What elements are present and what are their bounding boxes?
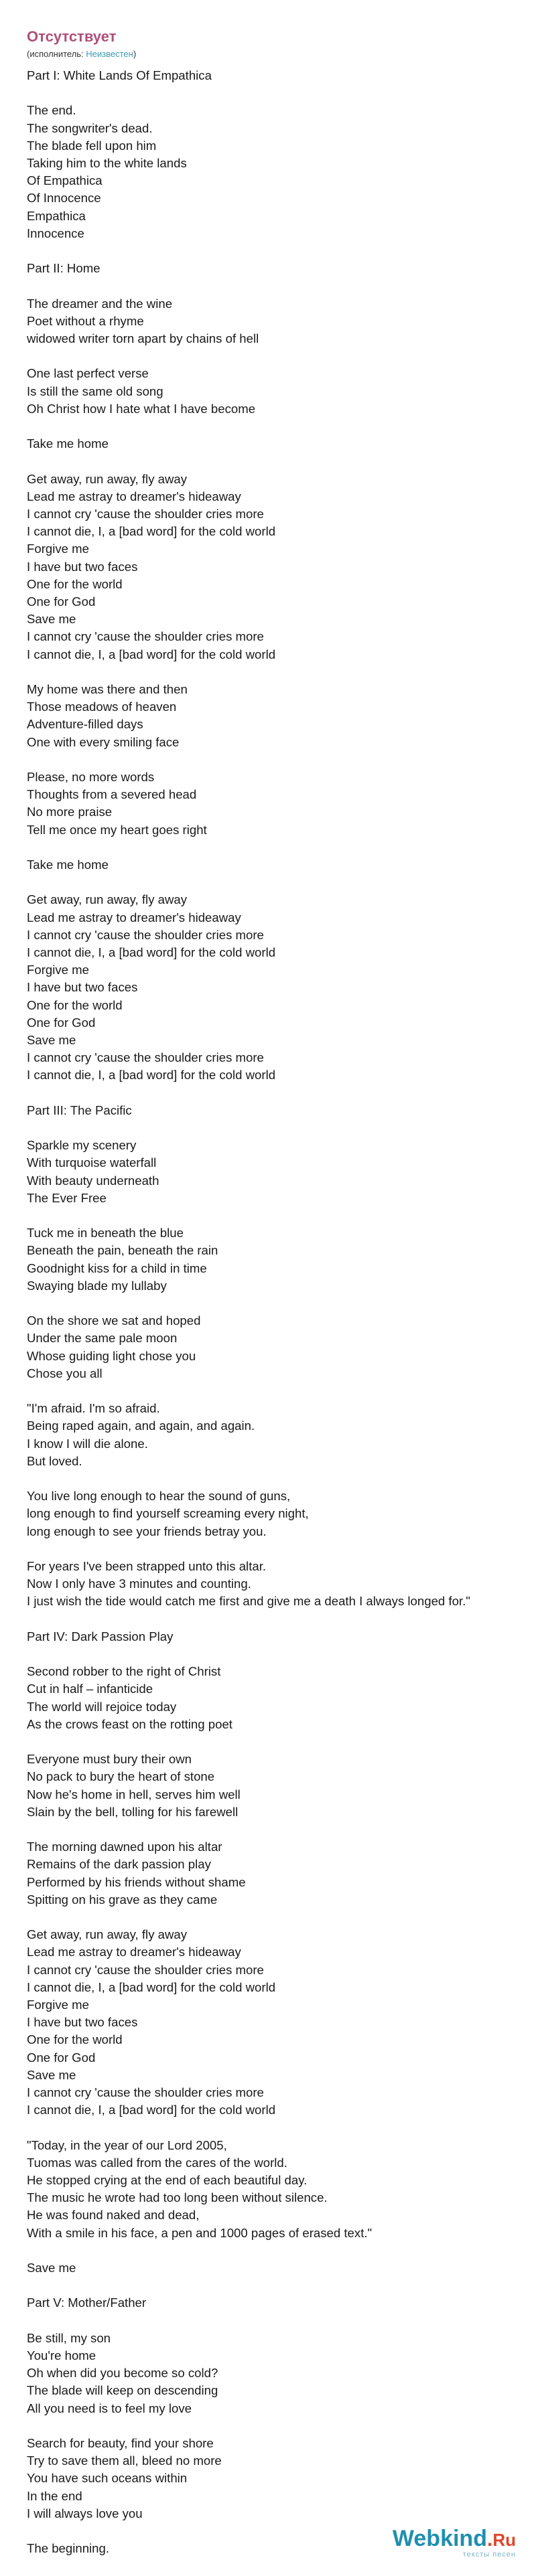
lyrics-line: Beneath the pain, beneath the rain <box>27 1243 218 1258</box>
lyrics-line: Forgive me <box>27 963 89 977</box>
lyrics-line: Get away, run away, fly away <box>27 892 188 907</box>
lyrics-line: Lead me astray to dreamer's hideaway <box>27 489 241 503</box>
logo-ru-text: Ru <box>492 2530 516 2550</box>
lyrics-line: Save me <box>27 612 76 627</box>
lyrics-stanza <box>27 1102 509 1119</box>
lyrics-line: The songwriter's dead. <box>27 120 153 135</box>
lyrics-stanza <box>27 1838 509 1909</box>
lyrics-line: Lead me astray to dreamer's hideaway <box>27 1945 241 1959</box>
lyrics-line: I just wish the tide would catch me first and give me a death I always longed for." <box>27 1594 470 1609</box>
lyrics-line: No pack to bury the heart of stone <box>27 1769 215 1784</box>
lyrics-line: With beauty underneath <box>27 1173 159 1188</box>
lyrics-line: Tell me once my heart goes right <box>27 822 207 837</box>
lyrics-line: No more praise <box>27 805 113 819</box>
logo-tagline: тексты песен <box>462 2551 516 2559</box>
lyrics-line: Of Empathica <box>27 173 103 188</box>
lyrics-stanza <box>27 102 509 242</box>
lyrics-line: "Today, in the year of our Lord 2005, <box>27 2138 227 2152</box>
lyrics-line: Taking him to the white lands <box>27 156 187 170</box>
lyrics-line: Slain by the bell, tolling for his farewell <box>27 1804 239 1819</box>
lyrics-line: I cannot cry 'cause the shoulder cries more <box>27 506 264 521</box>
lyrics-stanza <box>27 2435 509 2522</box>
lyrics-line: Part V: Mother/Father <box>27 2296 147 2310</box>
lyrics-stanza <box>27 1312 509 1382</box>
lyrics-line: widowed writer torn apart by chains of hell <box>27 331 259 345</box>
lyrics-line: I cannot die, I, a [bad word] for the cold world <box>27 524 276 539</box>
lyrics-stanza <box>27 681 509 751</box>
lyrics-line: Oh when did you become so cold? <box>27 2366 218 2381</box>
lyrics-line: "I'm afraid. I'm so afraid. <box>27 1401 160 1416</box>
lyrics-line: Save me <box>27 2261 76 2275</box>
lyrics-line: I cannot cry 'cause the shoulder cries more <box>27 2085 264 2100</box>
song-title: Отсутствует <box>27 28 117 45</box>
lyrics-stanza <box>27 2137 509 2242</box>
lyrics-line: I have but two faces <box>27 2015 138 2030</box>
lyrics-line: One last perfect verse <box>27 366 149 381</box>
lyrics-stanza <box>27 1558 509 1611</box>
lyrics-line: Thoughts from a severed head <box>27 787 197 802</box>
lyrics-line: Forgive me <box>27 542 89 556</box>
lyrics-line: I cannot die, I, a [bad word] for the cold world <box>27 647 276 661</box>
lyrics-stanza <box>27 769 509 839</box>
performer-prefix: (исполнитель: <box>27 49 86 59</box>
lyrics-line: With turquoise waterfall <box>27 1155 157 1170</box>
lyrics-line: Empathica <box>27 208 86 223</box>
lyrics-stanza <box>27 1224 509 1295</box>
lyrics-line: One for the world <box>27 576 123 591</box>
lyrics-line: Everyone must bury their own <box>27 1752 192 1767</box>
lyrics-stanza <box>27 67 509 84</box>
lyrics-line: long enough to find yourself screaming every night, <box>27 1506 309 1521</box>
lyrics-line: The morning dawned upon his altar <box>27 1840 222 1854</box>
lyrics-line: Part III: The Pacific <box>27 1103 132 1117</box>
lyrics-line: The music he wrote had too long been without silence. <box>27 2190 328 2205</box>
lyrics-line: Whose guiding light chose you <box>27 1348 196 1363</box>
lyrics-line: Oh Christ how I hate what I have become <box>27 401 256 416</box>
lyrics-line: Now he's home in hell, serves him well <box>27 1787 241 1801</box>
lyrics-line: The Ever Free <box>27 1190 107 1205</box>
lyrics-line: Lead me astray to dreamer's hideaway <box>27 910 241 924</box>
lyrics-line: One for God <box>27 1015 96 1030</box>
lyrics-line: Adventure-filled days <box>27 717 143 732</box>
lyrics-line: One with every smiling face <box>27 734 180 749</box>
lyrics-line: I cannot die, I, a [bad word] for the cold world <box>27 2103 276 2117</box>
logo-web-text: Web <box>392 2526 441 2551</box>
lyrics-line: One for the world <box>27 2032 123 2047</box>
lyrics-line: Innocence <box>27 226 84 240</box>
lyrics-line: Those meadows of heaven <box>27 700 177 714</box>
song-header <box>27 27 136 60</box>
lyrics-line: Second robber to the right of Christ <box>27 1664 221 1679</box>
lyrics-line: You're home <box>27 2348 96 2362</box>
lyrics-line: Tuck me in beneath the blue <box>27 1226 184 1240</box>
lyrics-line: I have but two faces <box>27 980 138 995</box>
lyrics-stanza <box>27 1663 509 1733</box>
lyrics-line: I cannot cry 'cause the shoulder cries more <box>27 1050 264 1065</box>
lyrics-line: One for the world <box>27 997 123 1012</box>
lyrics-line: long enough to see your friends betray you. <box>27 1524 267 1538</box>
lyrics-line: I cannot cry 'cause the shoulder cries more <box>27 1962 264 1977</box>
lyrics-line: On the shore we sat and hoped <box>27 1313 201 1328</box>
lyrics-stanza <box>27 1487 509 1540</box>
lyrics-line: Try to save them all, bleed no more <box>27 2453 222 2468</box>
lyrics-line: Cut in half – infanticide <box>27 1682 153 1696</box>
lyrics-line: I know I will die alone. <box>27 1436 148 1451</box>
lyrics-line: Being raped again, and again, and again. <box>27 1419 255 1433</box>
performer-link[interactable]: Неизвестен <box>86 49 133 59</box>
lyrics-line: Part IV: Dark Passion Play <box>27 1629 174 1643</box>
lyrics-stanza <box>27 2330 509 2417</box>
lyrics-line: Be still, my son <box>27 2330 111 2345</box>
webkind-logo[interactable] <box>393 2527 516 2559</box>
lyrics-line: Get away, run away, fly away <box>27 1927 188 1942</box>
lyrics-line: Swaying blade my lullaby <box>27 1278 167 1293</box>
lyrics-line: Chose you all <box>27 1366 103 1380</box>
lyrics-line: Save me <box>27 2067 76 2082</box>
lyrics-stanza <box>27 471 509 663</box>
lyrics-line: Please, no more words <box>27 770 155 784</box>
lyrics-line: Tuomas was called from the cares of the world. <box>27 2155 287 2170</box>
lyrics-line: The end. <box>27 103 76 118</box>
lyrics-line: Part II: Home <box>27 261 100 276</box>
lyrics-line: Poet without a rhyme <box>27 313 144 328</box>
lyrics-stanza <box>27 2294 509 2312</box>
lyrics-line: As the crows feast on the rotting poet <box>27 1716 232 1731</box>
lyrics-line: I cannot cry 'cause the shoulder cries more <box>27 927 264 942</box>
lyrics-stanza <box>27 1926 509 2119</box>
lyrics-line: Of Innocence <box>27 191 101 206</box>
lyrics-line: Remains of the dark passion play <box>27 1857 211 1872</box>
lyrics-stanza <box>27 435 509 453</box>
performer-line <box>27 48 136 60</box>
lyrics-stanza <box>27 2259 509 2277</box>
lyrics-stanza <box>27 1137 509 1207</box>
performer-suffix: ) <box>133 49 137 59</box>
lyrics-line: Forgive me <box>27 1998 89 2012</box>
lyrics-stanza <box>27 260 509 277</box>
lyrics-line: All you need is to feel my love <box>27 2401 192 2415</box>
lyrics-line: Take me home <box>27 436 109 451</box>
lyrics-line: Is still the same old song <box>27 384 163 398</box>
lyrics-line: Save me <box>27 1033 76 1048</box>
lyrics-line: I have but two faces <box>27 559 138 574</box>
lyrics-line: Under the same pale moon <box>27 1331 178 1346</box>
lyrics-line: Get away, run away, fly away <box>27 471 188 486</box>
lyrics-line: You have such oceans within <box>27 2471 188 2486</box>
lyrics-line: Goodnight kiss for a child in time <box>27 1261 207 1275</box>
lyrics-stanza <box>27 1400 509 1470</box>
lyrics-line: I cannot die, I, a [bad word] for the cold world <box>27 945 276 959</box>
lyrics-line: He was found naked and dead, <box>27 2208 200 2223</box>
lyrics-stanza <box>27 365 509 418</box>
lyrics-line: One for God <box>27 594 96 609</box>
lyrics-line: The blade fell upon him <box>27 138 157 153</box>
lyrics-stanza <box>27 891 509 1084</box>
lyrics-line: The world will rejoice today <box>27 1699 177 1714</box>
lyrics-stanza <box>27 1628 509 1645</box>
lyrics-line: I cannot die, I, a [bad word] for the cold world <box>27 1980 276 1994</box>
lyrics-line: Sparkle my scenery <box>27 1138 137 1153</box>
lyrics-line: Spitting on his grave as they came <box>27 1892 218 1907</box>
lyrics-line: I will always love you <box>27 2506 143 2520</box>
lyrics-line: I cannot cry 'cause the shoulder cries more <box>27 629 264 644</box>
logo-wordmark <box>393 2527 516 2550</box>
lyrics-line: With a smile in his face, a pen and 1000 pages of erased text." <box>27 2225 373 2240</box>
lyrics-stanza <box>27 856 509 874</box>
lyrics-line: For years I've been strapped unto this altar. <box>27 1559 267 1573</box>
lyrics-stanza <box>27 1751 509 1821</box>
lyrics-line: The dreamer and the wine <box>27 296 173 311</box>
logo-kind-text: kind <box>440 2526 487 2551</box>
lyrics-line: My home was there and then <box>27 682 188 696</box>
lyrics-body <box>27 67 509 2575</box>
lyrics-line: The beginning. <box>27 2541 110 2556</box>
logo-dot-text: . <box>486 2528 493 2551</box>
lyrics-line: In the end <box>27 2488 82 2503</box>
lyrics-stanza <box>27 295 509 348</box>
lyrics-line: You live long enough to hear the sound of guns, <box>27 1489 291 1504</box>
lyrics-line: Performed by his friends without shame <box>27 1874 246 1889</box>
lyrics-line: Part I: White Lands Of Empathica <box>27 68 212 82</box>
lyrics-line: One for God <box>27 2050 96 2065</box>
lyrics-line: But loved. <box>27 1453 82 1468</box>
lyrics-line: I cannot die, I, a [bad word] for the cold world <box>27 1068 276 1082</box>
lyrics-line: Now I only have 3 minutes and counting. <box>27 1577 251 1591</box>
lyrics-line: Search for beauty, find your shore <box>27 2436 214 2450</box>
lyrics-line: He stopped crying at the end of each beautiful day. <box>27 2173 308 2188</box>
lyrics-line: Take me home <box>27 858 109 872</box>
lyrics-line: The blade will keep on descending <box>27 2383 218 2398</box>
